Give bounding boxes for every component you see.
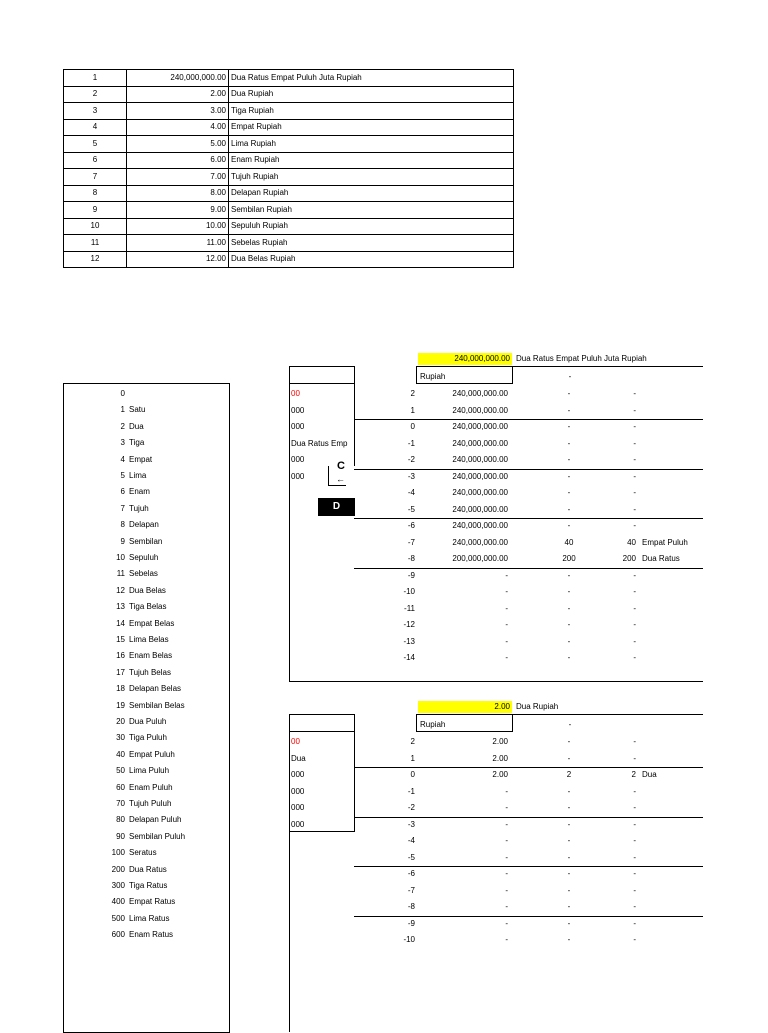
block2-frame-left: [289, 732, 290, 1032]
group-value-2: -: [633, 935, 636, 944]
table-row: [64, 119, 514, 136]
group-value-2: 40: [627, 537, 636, 547]
group-value-2: -: [633, 786, 636, 796]
side-fragment: 000: [291, 405, 305, 415]
group-word: Dua: [642, 770, 657, 779]
digit-index: -2: [407, 803, 415, 812]
row-words: Enam Rupiah: [229, 152, 514, 169]
lookup-word: Dua: [129, 421, 144, 431]
block2-input-box: [289, 714, 355, 732]
row-amount: 8.00: [127, 185, 229, 202]
lookup-number: 19: [116, 700, 125, 710]
block2-header-dash: -: [568, 720, 572, 729]
block1-input-box: [289, 366, 355, 384]
group-value: -: [567, 753, 571, 763]
digit-index: -4: [407, 836, 415, 845]
digit-index: -1: [407, 438, 415, 448]
lookup-word: Sembilan: [129, 536, 163, 546]
digit-index: -2: [407, 455, 415, 464]
lookup-number: 1: [120, 405, 125, 415]
marker-c: C: [337, 460, 345, 472]
digit-index: 0: [410, 770, 415, 779]
running-amount: -: [505, 620, 508, 629]
digit-index: 1: [410, 753, 415, 763]
lookup-number: 40: [116, 749, 125, 759]
group-value-2: -: [633, 455, 636, 464]
digit-index: -9: [407, 570, 415, 580]
group-value: -: [567, 803, 571, 812]
digit-index: 1: [410, 405, 415, 415]
group-value: -: [567, 885, 571, 895]
lookup-number: 70: [116, 799, 125, 808]
group-value: -: [567, 869, 571, 878]
row-amount: 9.00: [127, 202, 229, 219]
table-row: [64, 235, 514, 252]
running-amount: 240,000,000.00: [452, 422, 508, 431]
running-amount: -: [505, 935, 508, 944]
lookup-word: Tiga Belas: [129, 602, 167, 612]
lookup-word: Seratus: [129, 848, 157, 858]
digit-index: -4: [407, 488, 415, 497]
running-amount: -: [505, 836, 508, 845]
block2-header-label: Rupiah: [420, 720, 446, 729]
lookup-word: Enam Belas: [129, 651, 173, 661]
group-value-2: -: [633, 869, 636, 878]
lookup-word: Lima Belas: [129, 635, 169, 644]
row-amount: 2.00: [127, 86, 229, 103]
side-fragment: 00: [291, 737, 300, 746]
row-number: 8: [64, 185, 127, 202]
running-amount: 2.00: [492, 737, 508, 746]
digit-index: -3: [407, 819, 415, 829]
row-words: Empat Rupiah: [229, 119, 514, 136]
side-fragment: 000: [291, 422, 305, 431]
lookup-word: Tiga: [129, 438, 145, 448]
digit-index: -10: [403, 587, 415, 596]
group-word: Empat Puluh: [642, 537, 688, 547]
group-value-2: -: [633, 819, 636, 829]
group-value-2: -: [633, 852, 636, 862]
row-words: Sebelas Rupiah: [229, 235, 514, 252]
table-row: [64, 152, 514, 169]
amount-words-table: [63, 69, 514, 268]
block1-words: Dua Ratus Empat Puluh Juta Rupiah: [516, 354, 647, 363]
row-number: 10: [64, 218, 127, 235]
group-value-2: -: [633, 737, 636, 746]
row-number: 9: [64, 202, 127, 219]
side-fragment: 000: [291, 786, 305, 796]
group-value: -: [567, 570, 571, 580]
lookup-word: Dua Puluh: [129, 717, 167, 726]
group-value-2: -: [633, 405, 636, 415]
group-value-2: -: [633, 885, 636, 895]
running-amount: 240,000,000.00: [452, 405, 508, 415]
group-value: -: [567, 902, 571, 911]
side-fragment: 000: [291, 803, 305, 812]
lookup-number: 17: [116, 667, 125, 677]
group-value: -: [567, 636, 571, 646]
lookup-word: Enam: [129, 487, 150, 497]
side-fragment: 00: [291, 389, 300, 398]
lookup-number: 0: [120, 389, 125, 398]
lookup-number: 60: [116, 782, 125, 792]
block1-header-label: Rupiah: [420, 372, 446, 381]
row-number: 2: [64, 86, 127, 103]
running-amount: -: [505, 902, 508, 911]
lookup-word: Lima Ratus: [129, 913, 170, 923]
row-words: Dua Ratus Empat Puluh Juta Rupiah: [229, 70, 514, 87]
row-number: 12: [64, 251, 127, 268]
lookup-number: 13: [116, 602, 125, 612]
digit-index: -13: [403, 636, 415, 646]
group-value-2: -: [633, 587, 636, 596]
group-value-2: -: [633, 620, 636, 629]
group-divider: [354, 419, 703, 420]
lookup-number: 15: [116, 635, 125, 644]
row-words: Dua Belas Rupiah: [229, 251, 514, 268]
table-row: [64, 169, 514, 186]
lookup-word: Delapan: [129, 520, 159, 530]
running-amount: -: [505, 603, 508, 613]
row-words: Tujuh Rupiah: [229, 169, 514, 186]
running-amount: -: [505, 918, 508, 928]
lookup-number: 18: [116, 684, 125, 694]
group-value: -: [567, 620, 571, 629]
group-value: -: [567, 422, 571, 431]
row-words: Dua Rupiah: [229, 86, 514, 103]
digit-index: -3: [407, 471, 415, 481]
group-value: -: [567, 852, 571, 862]
digit-index: -7: [407, 537, 415, 547]
group-value-2: -: [633, 803, 636, 812]
lookup-word: Lima Puluh: [129, 766, 170, 776]
block1-value: 240,000,000.00: [418, 353, 512, 365]
digit-index: -5: [407, 504, 415, 514]
running-amount: 240,000,000.00: [452, 455, 508, 464]
group-value: -: [567, 819, 571, 829]
table-row: [64, 70, 514, 87]
lookup-word: Tujuh: [129, 503, 149, 513]
lookup-word: Tujuh Puluh: [129, 799, 172, 808]
lookup-word: Lima: [129, 471, 147, 480]
lookup-number: 4: [120, 454, 125, 464]
lookup-number: 80: [116, 815, 125, 825]
running-amount: -: [505, 852, 508, 862]
lookup-number: 16: [116, 651, 125, 661]
side-fragment: 000: [291, 819, 305, 829]
group-value: 40: [564, 537, 574, 547]
lookup-number: 3: [120, 438, 125, 448]
marker-d: D: [318, 498, 355, 516]
row-number: 4: [64, 119, 127, 136]
lookup-number: 6: [120, 487, 125, 497]
row-amount: 3.00: [127, 103, 229, 120]
group-value-2: 2: [631, 770, 636, 779]
table-row: [64, 136, 514, 153]
lookup-number: 2: [120, 421, 125, 431]
block2-value: 2.00: [418, 701, 512, 713]
side-fragment: 000: [291, 455, 305, 464]
table-row: [64, 86, 514, 103]
lookup-word: Tiga Ratus: [129, 881, 168, 890]
group-value: -: [567, 603, 571, 613]
group-value: -: [567, 737, 571, 746]
row-amount: 7.00: [127, 169, 229, 186]
group-value-2: -: [633, 438, 636, 448]
group-value-2: -: [633, 389, 636, 398]
lookup-word: Satu: [129, 405, 146, 415]
lookup-number: 30: [116, 733, 125, 743]
lookup-number: 5: [120, 471, 125, 480]
lookup-word: Tujuh Belas: [129, 667, 171, 677]
block1-header-dash: -: [568, 372, 572, 381]
lookup-word: Sebelas: [129, 569, 158, 579]
group-value: -: [567, 587, 571, 596]
group-value: -: [567, 405, 571, 415]
row-amount: 11.00: [127, 235, 229, 252]
group-value: -: [567, 438, 571, 448]
digit-index: -14: [403, 653, 415, 662]
lookup-number: 20: [116, 717, 125, 726]
running-amount: -: [505, 869, 508, 878]
digit-index: 2: [410, 389, 415, 398]
lookup-number: 200: [111, 864, 125, 874]
side-fragment: Dua: [291, 753, 306, 763]
lookup-word: Tiga Puluh: [129, 733, 167, 743]
group-value-2: -: [633, 521, 636, 530]
lookup-number: 10: [116, 553, 125, 562]
running-amount: 240,000,000.00: [452, 521, 508, 530]
group-divider: [354, 916, 703, 917]
row-amount: 6.00: [127, 152, 229, 169]
lookup-word: Dua Ratus: [129, 864, 167, 874]
running-amount: 240,000,000.00: [452, 537, 508, 547]
digit-index: -12: [403, 620, 415, 629]
lookup-word: Empat Ratus: [129, 897, 176, 907]
block1-frame-left: [289, 384, 290, 682]
group-value-2: -: [633, 653, 636, 662]
row-amount: 4.00: [127, 119, 229, 136]
lookup-number: 400: [111, 897, 125, 907]
running-amount: 200,000,000.00: [452, 554, 508, 563]
group-value-2: -: [633, 422, 636, 431]
group-value-2: -: [633, 504, 636, 514]
row-words: Tiga Rupiah: [229, 103, 514, 120]
group-value: -: [567, 786, 571, 796]
running-amount: -: [505, 819, 508, 829]
group-value-2: -: [633, 636, 636, 646]
running-amount: 240,000,000.00: [452, 504, 508, 514]
lookup-word: Empat Belas: [129, 618, 175, 628]
lookup-word: Dua Belas: [129, 585, 166, 595]
group-value: -: [567, 488, 571, 497]
lookup-number: 11: [116, 569, 125, 579]
group-value-2: -: [633, 488, 636, 497]
lookup-word: Delapan Puluh: [129, 815, 182, 825]
side-fragment: 000: [291, 770, 305, 779]
digit-index: -11: [404, 603, 415, 613]
lookup-number: 600: [111, 930, 125, 940]
digit-index: -6: [407, 521, 415, 530]
running-amount: -: [505, 636, 508, 646]
row-number: 3: [64, 103, 127, 120]
digit-index: 2: [410, 737, 415, 746]
running-amount: 2.00: [492, 770, 508, 779]
running-amount: 240,000,000.00: [452, 471, 508, 481]
group-divider: [354, 518, 703, 519]
group-divider: [354, 817, 703, 818]
lookup-word: Enam Puluh: [129, 782, 173, 792]
digit-index: -7: [407, 885, 415, 895]
lookup-number: 8: [120, 520, 125, 530]
digit-index: -9: [407, 918, 415, 928]
running-amount: -: [505, 803, 508, 812]
group-value-2: -: [633, 836, 636, 845]
row-words: Delapan Rupiah: [229, 185, 514, 202]
group-word: Dua Ratus: [642, 554, 680, 563]
lookup-word: Empat Puluh: [129, 749, 175, 759]
lookup-number: 14: [116, 618, 125, 628]
digit-index: -1: [407, 786, 415, 796]
table-row: [64, 103, 514, 120]
digit-index: 0: [410, 422, 415, 431]
row-words: Sembilan Rupiah: [229, 202, 514, 219]
group-value: -: [567, 653, 571, 662]
block2-words: Dua Rupiah: [516, 702, 559, 711]
lookup-number: 300: [111, 881, 125, 890]
group-value: 2: [566, 770, 572, 779]
lookup-word: Enam Ratus: [129, 930, 174, 940]
running-amount: -: [505, 570, 508, 580]
group-divider: [354, 469, 703, 470]
row-number: 1: [64, 70, 127, 87]
group-divider: [354, 568, 703, 569]
lookup-number: 50: [116, 766, 125, 776]
row-words: Lima Rupiah: [229, 136, 514, 153]
row-number: 7: [64, 169, 127, 186]
table-row: [64, 185, 514, 202]
row-amount: 5.00: [127, 136, 229, 153]
group-value-2: -: [633, 753, 636, 763]
lookup-word: Delapan Belas: [129, 684, 182, 694]
row-words: Sepuluh Rupiah: [229, 218, 514, 235]
group-value-2: -: [633, 603, 636, 613]
digit-index: -10: [403, 935, 415, 944]
group-value-2: -: [633, 570, 636, 580]
group-value-2: -: [633, 471, 636, 481]
digit-index: -5: [407, 852, 415, 862]
group-value-2: -: [633, 902, 636, 911]
lookup-number: 9: [120, 536, 125, 546]
lookup-number: 500: [111, 913, 125, 923]
lookup-word: Sepuluh: [129, 553, 159, 562]
lookup-number: 12: [116, 585, 125, 595]
side-fragment: Dua Ratus Emp: [291, 438, 348, 448]
group-value: -: [567, 471, 571, 481]
group-value: -: [567, 504, 571, 514]
running-amount: 240,000,000.00: [452, 438, 508, 448]
running-amount: -: [505, 885, 508, 895]
row-number: 6: [64, 152, 127, 169]
lookup-word: Sembilan Puluh: [129, 831, 186, 841]
lookup-word: Sembilan Belas: [129, 700, 185, 710]
lookup-number: 100: [111, 848, 125, 858]
table-row: [64, 251, 514, 268]
lookup-number: 7: [120, 503, 125, 513]
running-amount: 2.00: [492, 753, 508, 763]
running-amount: 240,000,000.00: [452, 389, 508, 398]
table-row: [64, 218, 514, 235]
group-value: -: [567, 836, 571, 845]
group-divider: [354, 767, 703, 768]
digit-index: -8: [407, 902, 415, 911]
running-amount: 240,000,000.00: [452, 488, 508, 497]
marker-c-arrow: ←: [336, 474, 345, 484]
row-amount: 10.00: [127, 218, 229, 235]
lookup-number: 90: [116, 831, 125, 841]
row-amount: 240,000,000.00: [127, 70, 229, 87]
running-amount: -: [505, 653, 508, 662]
running-amount: -: [505, 786, 508, 796]
row-number: 5: [64, 136, 127, 153]
group-value-2: -: [633, 918, 636, 928]
group-value: -: [567, 521, 571, 530]
group-value: -: [567, 389, 571, 398]
digit-index: -6: [407, 869, 415, 878]
group-value: -: [567, 455, 571, 464]
side-fragment: 000: [291, 471, 305, 481]
block1-frame-bottom: [289, 681, 703, 682]
group-value-2: 200: [622, 554, 636, 563]
group-value: 200: [562, 554, 576, 563]
group-value: -: [567, 935, 571, 944]
table-row: [64, 202, 514, 219]
running-amount: -: [505, 587, 508, 596]
row-number: 11: [64, 235, 127, 252]
digit-index: -8: [407, 554, 415, 563]
row-amount: 12.00: [127, 251, 229, 268]
group-value: -: [567, 918, 571, 928]
lookup-word: Empat: [129, 454, 153, 464]
group-divider: [354, 866, 703, 867]
